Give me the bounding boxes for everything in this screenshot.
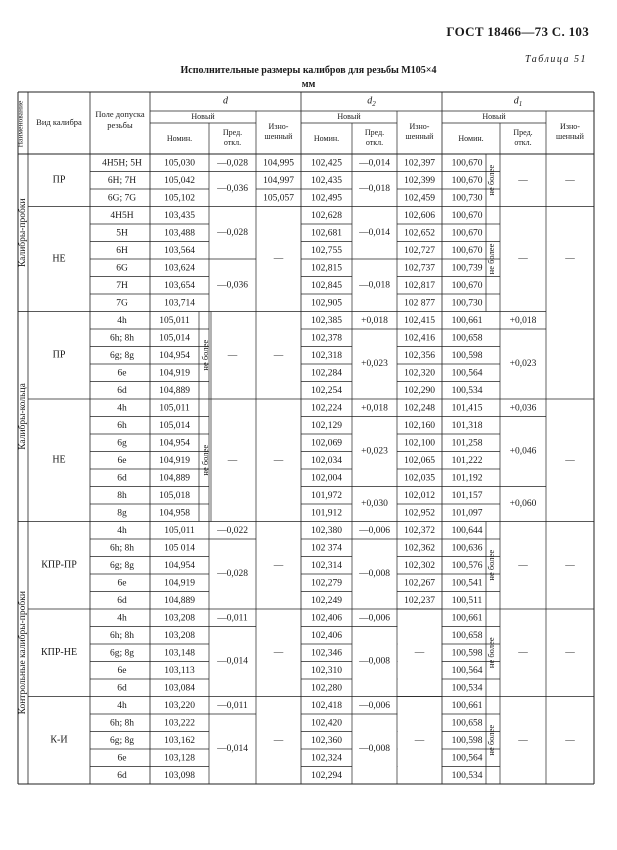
cell-dP: —0,022 [217, 525, 248, 536]
cell-dP: —0,011 [217, 613, 248, 624]
cell-d2P: —0,008 [359, 569, 390, 580]
cell-tolerance-field: 6h; 8h [109, 333, 135, 344]
cell-d-nominal: 104,954 [159, 350, 190, 361]
header-limit-deviation: откл. [365, 137, 384, 147]
cell-dW: — [273, 350, 284, 361]
cell-d-nominal: 104,889 [159, 385, 190, 396]
cell-d1P: +0,023 [509, 359, 537, 370]
cell-d2P: +0,018 [361, 315, 388, 326]
header-worn: Изно- [268, 121, 289, 131]
cell-d-nominal: 103,435 [164, 210, 195, 221]
cell-tolerance-field: 4h [117, 700, 127, 711]
cell-dW: — [273, 254, 284, 265]
cell-d1-nominal: 100,730 [451, 298, 483, 309]
cell-d-nominal: 103,488 [164, 228, 195, 239]
cell-tolerance-field: 6e [117, 753, 127, 764]
cell-d1-nominal: 100,739 [451, 263, 483, 274]
cell-tolerance-field: 6d [117, 770, 127, 781]
cell-d2-worn: 102,160 [404, 420, 435, 431]
cell-d1-nominal: 100,576 [451, 560, 483, 571]
cell-tolerance-field: 4h [117, 315, 127, 326]
cell-d-nominal: 105 014 [164, 543, 195, 554]
cell-d2-nominal: 102,418 [311, 700, 342, 711]
cell-tolerance-field: 6d [117, 473, 127, 484]
cell-d-nominal: 103,113 [164, 665, 195, 676]
cell-d-nominal: 104,919 [164, 578, 195, 589]
cell-d1P: — [518, 735, 528, 746]
cell-d2-worn: 102,302 [404, 560, 435, 571]
cell-d2-worn: — [414, 647, 425, 658]
cell-tolerance-field: 6G; 7G [107, 193, 137, 204]
cell-d2-nominal: 101,912 [311, 508, 342, 519]
cell-tolerance-field: 6e [117, 455, 127, 466]
cell-d2-worn: 102,415 [404, 315, 435, 326]
cell-d2-worn: 102,237 [404, 595, 435, 606]
header-naimenovanie: Наименование [15, 100, 25, 148]
cell-tolerance-field: 6g; 8g [109, 735, 135, 746]
cell-tolerance-field: 6H; 7H [107, 175, 137, 186]
cell-tolerance-field: 8h [117, 490, 127, 501]
cell-d-nominal: 103,654 [164, 280, 195, 291]
cell-dP: —0,036 [217, 280, 248, 291]
cell-d2-worn: 102,362 [404, 543, 435, 554]
cell-tolerance-field: 6h; 8h [109, 630, 135, 641]
cell-d-nominal: 105,102 [164, 193, 195, 204]
cell-tolerance-field: 6d [117, 385, 127, 396]
cell-d-nominal: 103,208 [164, 630, 195, 641]
cell-d1-nominal: 100,730 [451, 193, 483, 204]
table-number: Таблица 51 [525, 54, 587, 65]
header-d: d [223, 95, 228, 107]
cell-tolerance-field: 6g; 8g [109, 560, 135, 571]
cell-d2-nominal: 102,224 [311, 403, 342, 414]
cell-d1-nominal: 100,661 [451, 700, 483, 711]
cell-d1-nominal: 101,192 [451, 473, 483, 484]
cell-d2-nominal: 102,069 [311, 438, 342, 449]
cell-vid: КПР-ПР [41, 559, 77, 571]
cell-d1-nominal: 100,658 [451, 630, 483, 641]
cell-d2P: +0,030 [361, 499, 388, 510]
cell-d2-nominal: 102,815 [311, 263, 342, 274]
cell-d2-nominal: 102,385 [311, 315, 342, 326]
header-tolerance-field: Поле допуска [95, 108, 145, 119]
cell-d2-worn: 102,065 [404, 455, 435, 466]
cell-d2-nominal: 102 374 [311, 543, 342, 554]
cell-d2-nominal: 101,972 [311, 490, 342, 501]
cell-d1-nominal: 100,564 [451, 753, 483, 764]
cell-d-nominal: 105,011 [164, 525, 195, 536]
cell-d1-nominal: 100,534 [451, 770, 483, 781]
cell-tolerance-field: 6g [117, 438, 127, 449]
cell-dW: 105,057 [263, 193, 294, 204]
cell-d-nominal: 105,030 [164, 158, 195, 169]
cell-d1-nominal: 100,534 [451, 683, 483, 694]
cell-d2-worn: 102,372 [404, 525, 435, 536]
cell-tolerance-field: 6h; 8h [109, 718, 135, 729]
header-limit-deviation: Пред. [513, 127, 533, 137]
cell-d2P: —0,006 [359, 700, 390, 711]
cell-d1-nominal: 100,636 [451, 543, 483, 554]
cell-dP: —0,028 [217, 569, 248, 580]
cell-d2-nominal: 102,495 [311, 193, 342, 204]
cell-d2P: —0,006 [359, 525, 390, 536]
ne-bolee-note: не более [199, 339, 210, 371]
cell-d2-worn: 102 877 [404, 298, 435, 309]
cell-d1-nominal: 101,318 [451, 420, 483, 431]
cell-d1P: — [518, 560, 528, 571]
cell-d1-nominal: 101,157 [451, 490, 483, 501]
cell-d2-nominal: 102,406 [311, 630, 342, 641]
cell-d2-worn: 102,290 [404, 385, 435, 396]
cell-d2-worn: 102,320 [404, 368, 435, 379]
cell-d-nominal: 104,919 [159, 455, 190, 466]
cell-d2-nominal: 102,435 [311, 175, 342, 186]
cell-d1-nominal: 100,658 [451, 333, 483, 344]
group-label: Калибры-пробки [18, 198, 29, 268]
ne-bolee-note: не более [485, 164, 496, 196]
group-label: Калибры-кольца [18, 383, 29, 450]
cell-d2-nominal: 102,004 [311, 473, 342, 484]
table-units: мм [301, 79, 316, 90]
cell-d2P: +0,023 [361, 446, 388, 457]
cell-dP: —0,011 [217, 700, 248, 711]
cell-d1-nominal: 100,598 [451, 350, 483, 361]
header-tolerance-field: резьбы [107, 119, 133, 130]
cell-d2-nominal: 102,324 [311, 753, 342, 764]
header-worn: шенный [556, 131, 584, 141]
cell-d2-worn: — [414, 735, 425, 746]
cell-d1-nominal: 100,534 [451, 385, 483, 396]
cell-d2-nominal: 102,284 [311, 368, 342, 379]
cell-tolerance-field: 5H [116, 228, 128, 239]
cell-vid: К-И [50, 734, 68, 746]
cell-d1-nominal: 100,661 [451, 315, 483, 326]
cell-d2-worn: 102,952 [404, 508, 435, 519]
cell-dW: 104,995 [263, 158, 294, 169]
cell-d2-nominal: 102,279 [311, 578, 342, 589]
cell-d-nominal: 103,098 [164, 770, 195, 781]
cell-d-nominal: 105,011 [159, 403, 190, 414]
cell-d2P: —0,018 [359, 184, 390, 195]
cell-d1-nominal: 100,564 [451, 665, 483, 676]
cell-vid: КПР-НЕ [40, 647, 78, 659]
cell-d2-worn: 102,356 [404, 350, 435, 361]
cell-dP: — [227, 350, 238, 361]
cell-dW: — [273, 560, 284, 571]
ne-bolee-note: не более [485, 724, 496, 756]
cell-d2-nominal: 102,310 [311, 665, 342, 676]
cell-tolerance-field: 6h [117, 420, 127, 431]
cell-dP: — [227, 455, 238, 466]
standard-reference: ГОСТ 18466—73 С. 103 [446, 24, 589, 39]
cell-d-nominal: 105,018 [159, 490, 190, 501]
header-d2: $d_2$ [367, 95, 376, 108]
cell-d2-nominal: 102,845 [311, 280, 342, 291]
cell-d2-worn: 102,397 [404, 158, 435, 169]
cell-d1W: — [565, 455, 575, 466]
cell-d1P: +0,060 [509, 499, 537, 510]
header-new: Новый [191, 111, 215, 121]
cell-tolerance-field: 4h [117, 613, 127, 624]
header-limit-deviation: Пред. [222, 127, 243, 137]
cell-d2-worn: 102,248 [404, 403, 435, 414]
cell-tolerance-field: 4H5H [110, 210, 134, 221]
cell-d2-nominal: 102,420 [311, 718, 342, 729]
cell-d2-nominal: 102,380 [311, 525, 342, 536]
cell-d-nominal: 105,014 [159, 333, 190, 344]
cell-d1-nominal: 100,670 [451, 228, 483, 239]
cell-d2-nominal: 102,254 [311, 385, 342, 396]
cell-dP: —0,014 [217, 656, 248, 667]
cell-dP: —0,028 [217, 227, 248, 238]
cell-d1P: +0,046 [509, 446, 537, 457]
cell-tolerance-field: 6h; 8h [109, 543, 135, 554]
cell-d-nominal: 103,222 [164, 718, 195, 729]
cell-tolerance-field: 6e [117, 368, 127, 379]
cell-tolerance-field: 7H [116, 280, 128, 291]
cell-d1W: — [565, 735, 575, 746]
cell-d2-nominal: 102,425 [311, 158, 342, 169]
cell-d-nominal: 103,128 [164, 753, 195, 764]
cell-d2P: +0,023 [361, 359, 388, 370]
cell-d2-worn: 102,100 [404, 438, 435, 449]
cell-d-nominal: 105,011 [159, 315, 190, 326]
header-gauge-type: Вид калибра [36, 116, 82, 127]
header-worn: Изно- [409, 121, 430, 131]
cell-vid: НЕ [52, 454, 66, 466]
cell-d2-worn: 102,652 [404, 228, 435, 239]
cell-d1W: — [565, 647, 575, 658]
cell-d1-nominal: 100,541 [451, 578, 483, 589]
cell-tolerance-field: 8g [117, 508, 127, 519]
cell-d1-nominal: 100,670 [451, 245, 483, 256]
cell-tolerance-field: 7G [116, 298, 128, 309]
cell-d2P: —0,018 [359, 280, 390, 291]
cell-d1P: +0,018 [509, 315, 537, 326]
cell-d2-worn: 102,727 [404, 245, 435, 256]
group-label: Контрольные калибры-пробки [18, 591, 29, 715]
cell-d1-nominal: 100,661 [451, 613, 483, 624]
cell-d2-nominal: 102,378 [311, 333, 342, 344]
cell-dP: —0,014 [217, 744, 248, 755]
cell-tolerance-field: 6e [117, 578, 127, 589]
cell-d1-nominal: 101,097 [451, 508, 483, 519]
cell-d2P: —0,014 [359, 227, 390, 238]
ne-bolee-note: не более [485, 637, 496, 669]
cell-tolerance-field: 6H [116, 245, 128, 256]
cell-d-nominal: 104,954 [164, 560, 195, 571]
cell-d1-nominal: 100,511 [451, 595, 483, 606]
cell-d-nominal: 103,148 [164, 648, 195, 659]
cell-d2P: —0,008 [359, 744, 390, 755]
header-worn: шенный [405, 131, 434, 141]
header-new: Новый [337, 111, 361, 121]
cell-d2-worn: 102,399 [404, 175, 435, 186]
cell-d1-nominal: 100,670 [451, 210, 483, 221]
header-limit-deviation: Пред. [364, 127, 385, 137]
cell-d-nominal: 104,889 [164, 595, 195, 606]
cell-d2-nominal: 102,294 [311, 770, 342, 781]
cell-d1-nominal: 100,670 [451, 158, 483, 169]
cell-d2-worn: 102,416 [404, 333, 435, 344]
cell-d1W: — [565, 254, 575, 265]
header-nominal: Номин. [313, 133, 340, 143]
cell-d2P: —0,006 [359, 613, 390, 624]
cell-d2-nominal: 102,318 [311, 350, 342, 361]
cell-d-nominal: 103,624 [164, 263, 195, 274]
cell-d2-nominal: 102,755 [311, 245, 342, 256]
cell-d-nominal: 104,954 [159, 438, 190, 449]
cell-d2-worn: 102,035 [404, 473, 435, 484]
cell-vid: ПР [52, 174, 66, 186]
header-new: Новый [482, 111, 506, 121]
cell-d1-nominal: 101,222 [451, 455, 483, 466]
header-worn: Изно- [560, 121, 580, 131]
cell-dW: 104,997 [263, 175, 294, 186]
cell-d1-nominal: 101,415 [451, 403, 483, 414]
cell-dP: —0,028 [217, 158, 248, 169]
cell-vid: ПР [52, 349, 66, 361]
cell-d-nominal: 103,564 [164, 245, 195, 256]
cell-d2-worn: 102,267 [404, 578, 435, 589]
cell-d1-nominal: 100,670 [451, 280, 483, 291]
cell-d2-nominal: 102,681 [311, 228, 342, 239]
cell-d1-nominal: 100,670 [451, 175, 483, 186]
cell-tolerance-field: 6G [116, 263, 128, 274]
cell-d1-nominal: 101,258 [451, 438, 483, 449]
cell-d2-nominal: 102,360 [311, 735, 342, 746]
header-limit-deviation: откл. [514, 137, 532, 147]
cell-d1-nominal: 100,564 [451, 368, 483, 379]
cell-d1W: — [565, 175, 575, 186]
header-limit-deviation: откл. [223, 137, 242, 147]
cell-d2-nominal: 102,034 [311, 455, 342, 466]
cell-tolerance-field: 6d [117, 683, 127, 694]
cell-d1-nominal: 100,598 [451, 735, 483, 746]
cell-dW: — [273, 735, 284, 746]
cell-d-nominal: 103,208 [164, 613, 195, 624]
header-nominal: Номин. [166, 133, 193, 143]
cell-d1P: — [518, 254, 528, 265]
cell-dW: — [273, 455, 284, 466]
cell-d1-nominal: 100,598 [451, 648, 483, 659]
header-worn: шенный [264, 131, 293, 141]
cell-d-nominal: 104,889 [159, 473, 190, 484]
cell-d2-worn: 102,606 [404, 210, 435, 221]
cell-d-nominal: 103,084 [164, 683, 195, 694]
cell-d-nominal: 104,919 [159, 368, 190, 379]
ne-bolee-note: не более [485, 243, 496, 275]
cell-tolerance-field: 4H5H; 5H [102, 158, 142, 169]
cell-d1P: +0,036 [509, 403, 537, 414]
cell-tolerance-field: 6g; 8g [109, 350, 135, 361]
cell-d1W: — [565, 560, 575, 571]
cell-d2-nominal: 102,406 [311, 613, 342, 624]
cell-d2-worn: 102,459 [404, 193, 435, 204]
cell-vid: НЕ [52, 253, 66, 265]
cell-d2-nominal: 102,346 [311, 648, 342, 659]
cell-dP: —0,036 [217, 184, 248, 195]
cell-d1P: — [518, 175, 528, 186]
cell-d2-nominal: 102,628 [311, 210, 342, 221]
cell-d2P: +0,018 [361, 403, 388, 414]
cell-d-nominal: 105,014 [159, 420, 190, 431]
cell-tolerance-field: 6g; 8g [109, 648, 135, 659]
cell-d2P: —0,014 [359, 158, 390, 169]
cell-d2-nominal: 102,129 [311, 420, 342, 431]
cell-tolerance-field: 6d [117, 595, 127, 606]
cell-d2-worn: 102,737 [404, 263, 435, 274]
cell-d2-nominal: 102,905 [311, 298, 342, 309]
cell-d-nominal: 103,220 [164, 700, 195, 711]
cell-d2-worn: 102,012 [404, 490, 435, 501]
cell-tolerance-field: 6e [117, 665, 127, 676]
cell-d-nominal: 103,714 [164, 298, 195, 309]
cell-tolerance-field: 4h [117, 403, 127, 414]
header-nominal: Номин. [458, 133, 484, 143]
cell-d1P: — [518, 647, 528, 658]
cell-d-nominal: 103,162 [164, 735, 195, 746]
table-caption: Исполнительные размеры калибров для резьбы М105×4 [180, 65, 437, 76]
ne-bolee-note: не более [485, 549, 496, 581]
cell-tolerance-field: 4h [117, 525, 127, 536]
cell-d2-nominal: 102,314 [311, 560, 342, 571]
header-d1: $d_1$ [513, 95, 523, 108]
cell-dW: — [273, 647, 284, 658]
cell-d2-worn: 102,817 [404, 280, 435, 291]
cell-d1-nominal: 100,658 [451, 718, 483, 729]
ne-bolee-note: не более [199, 444, 210, 476]
cell-d2P: —0,008 [359, 656, 390, 667]
cell-d-nominal: 104,958 [159, 508, 190, 519]
cell-d1-nominal: 100,644 [451, 525, 483, 536]
cell-d2-nominal: 102,249 [311, 595, 342, 606]
cell-d2-nominal: 102,280 [311, 683, 342, 694]
cell-d-nominal: 105,042 [164, 175, 195, 186]
